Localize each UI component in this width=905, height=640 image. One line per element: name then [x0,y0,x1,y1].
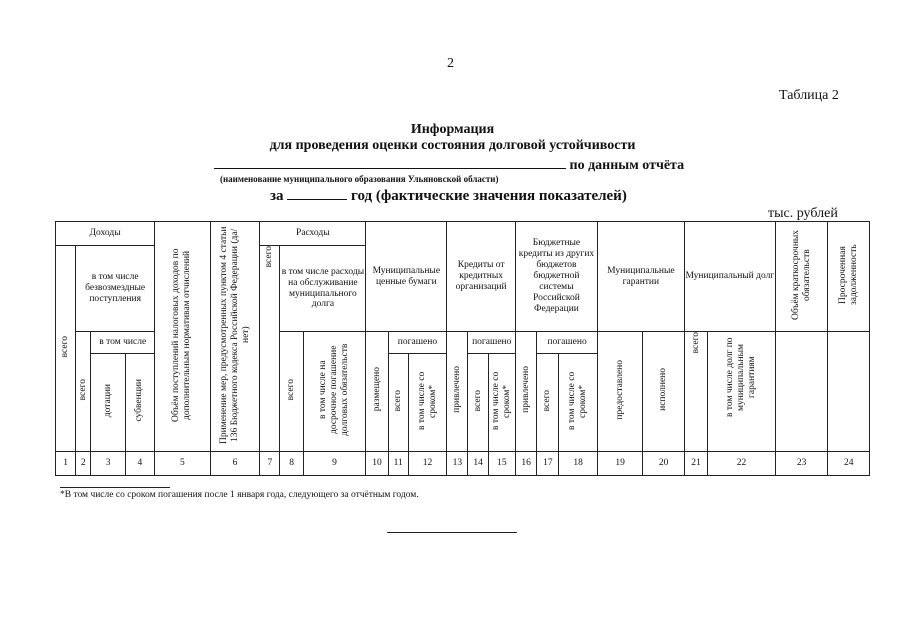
expenses-total-label: всего [264,246,275,268]
gratuitous-total-label: всего [77,378,88,401]
securities-header: Муниципальные ценные бумаги [366,222,447,332]
budget-repaid-total-label: всего [542,389,553,412]
units-label: тыс. рублей [768,206,838,221]
gratuitous-total-header [76,332,91,452]
budget-credits-header: Бюджетные кредиты из других бюджетов бюджетной системы Российской Федерации [516,222,598,332]
document-title: Информация [410,122,495,137]
subventions-header [125,354,154,452]
tax-volume-header [155,222,211,452]
overdue-blank [828,332,870,452]
col-number: 17 [537,452,559,476]
expenses-total-header [260,246,280,452]
credit-repaid-term-header [488,354,515,452]
measures-label: Применение мер, предусмотренных пунктом 4 статьи 136 Бюджетного кодекса Российской Федерации (да/нет) [218,225,251,444]
document-subtitle: для проведения оценки состояния долговой устойчивости [269,138,636,153]
footnote-rule [60,487,170,488]
debt-service-header: в том числе расходы на обслуживание муниципального долга [280,246,366,332]
tax-volume-label: Объём поступлений налоговых доходов по дополнительным нормативам отчислений [171,247,193,422]
col-number: 13 [447,452,468,476]
credit-attracted-label: привлечено [451,366,462,413]
footnote: *В том числе со сроком погашения после 1 января года, следующего за отчётным годом. [60,490,419,500]
guarantees-provided-label: предоставлено [614,359,625,420]
guarantees-executed-header [643,332,684,452]
securities-placed-header [366,332,388,452]
including-header: в том числе [91,332,155,354]
expenses-header: Расходы [260,222,366,246]
guarantees-executed-label: исполнено [658,368,669,411]
subventions-label: субвенции [134,379,145,422]
municipality-blank [214,156,566,169]
guarantees-header: Муниципальные гарантии [597,222,684,332]
col-number: 23 [775,452,828,476]
securities-repaid-term-header [408,354,446,452]
income-header: Доходы [56,222,155,246]
credit-repaid-term-label: в том числе со сроком* [490,371,512,430]
col-number: 6 [210,452,260,476]
bottom-rule [387,532,517,533]
column-numbers-row [56,452,870,476]
guarantees-provided-header [597,332,643,452]
col-number: 16 [516,452,537,476]
debt-guarantees-label: в том числе долг по муниципальным гарантиям [725,337,757,417]
debt-service-total-label: всего [286,378,297,401]
debt-total-label: всего [690,332,701,354]
debt-total-header [684,332,707,452]
col-number: 8 [280,452,303,476]
report-line [214,156,684,174]
page-number: 2 [447,56,454,71]
income-total-header [56,246,76,452]
short-term-blank [775,332,828,452]
income-total-label: всего [60,335,71,358]
budget-repaid-header: погашено [537,332,598,354]
col-number: 5 [155,452,211,476]
credit-repaid-header: погашено [468,332,516,354]
credit-attracted-header [447,332,468,452]
year-blank [287,187,347,200]
col-number: 12 [408,452,446,476]
col-number: 9 [303,452,366,476]
budget-repaid-total-header [537,354,559,452]
col-number: 1 [56,452,76,476]
budget-repaid-term-label: в том числе со сроком* [567,371,589,430]
credit-repaid-total-label: всего [472,389,483,412]
col-number: 20 [643,452,684,476]
securities-placed-label: размещено [371,367,382,412]
col-number: 22 [708,452,776,476]
col-number: 2 [76,452,91,476]
overdue-header [828,222,870,332]
report-suffix: по данным отчёта [569,158,685,173]
municipality-note: (наименование муниципального образования Ульяновской области) [220,174,499,184]
early-repayment-label: в том числе на досрочное погашение долговых обязательств [318,343,350,436]
early-repayment-header [303,332,366,452]
year-suffix: год (фактические значения показателей) [351,188,627,204]
col-number: 24 [828,452,870,476]
year-line [270,187,627,205]
short-term-header [775,222,828,332]
measures-header [210,222,260,452]
col-number: 21 [684,452,707,476]
dotation-header [91,354,125,452]
col-number: 11 [388,452,408,476]
col-number: 7 [260,452,280,476]
securities-repaid-total-label: всего [392,389,403,412]
securities-repaid-header: погашено [388,332,447,354]
muni-debt-header: Муниципальный долг [684,222,775,332]
securities-repaid-total-header [388,354,408,452]
col-number: 3 [91,452,125,476]
col-number: 15 [488,452,515,476]
col-number: 14 [468,452,488,476]
dotation-label: дотации [102,383,113,418]
budget-attracted-label: привлечено [520,366,531,413]
securities-repaid-term-label: в том числе со сроком* [416,371,438,430]
col-number: 19 [597,452,643,476]
table-label: Таблица 2 [779,88,839,103]
budget-attracted-header [516,332,537,452]
debt-service-total-header [280,332,303,452]
indicators-table [55,221,870,476]
budget-repaid-term-header [559,354,597,452]
year-prefix: за [270,188,284,204]
credit-org-header: Кредиты от кредитных организаций [447,222,516,332]
col-number: 18 [559,452,597,476]
short-term-label: Объём краткосрочных обязательств [790,229,812,320]
col-number: 10 [366,452,388,476]
overdue-label: Просроченная задолженность [837,244,859,305]
debt-guarantees-header [708,332,776,452]
credit-repaid-total-header [468,354,488,452]
gratuitous-header: в том числе безвозмездные поступления [76,246,155,332]
col-number: 4 [125,452,154,476]
